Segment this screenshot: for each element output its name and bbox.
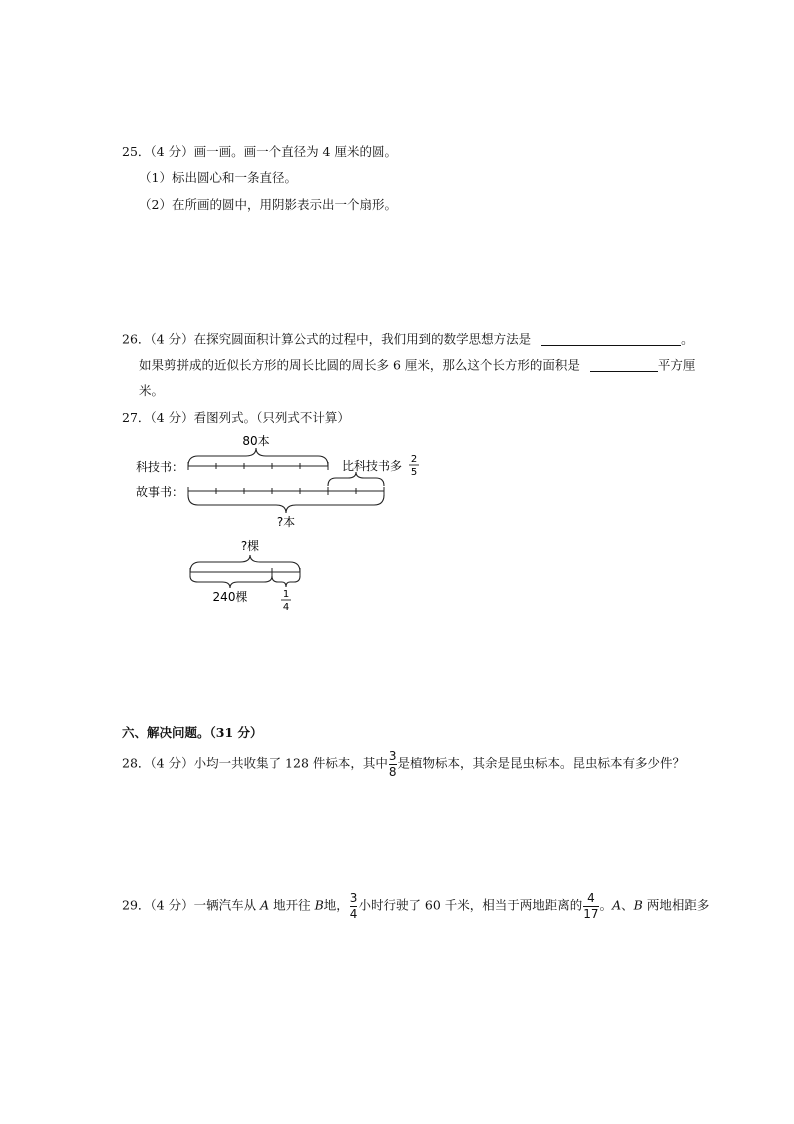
q29-point-b2: B: [633, 897, 643, 913]
q28-line: [122, 750, 685, 778]
q29-point-a2: A: [612, 897, 622, 913]
q29-sep: 、: [621, 897, 634, 913]
q29-part2: 地开往: [273, 897, 311, 913]
q28-part1: 28．（4 分）小均一共收集了 128 件标本，其中: [122, 755, 388, 771]
q25-stem: 25．（4 分）画一画。画一个直径为 4 厘米的圆。: [122, 144, 397, 159]
fig1-top-label: 80本: [242, 434, 270, 448]
q26-line3: 米。: [139, 383, 165, 398]
fig1-right-frac-den: 5: [410, 467, 418, 478]
q28-fraction: [389, 750, 397, 778]
q26-line2: [139, 359, 695, 372]
fig2-bottom-label: 240棵: [212, 590, 248, 604]
q29-fraction-1: [350, 892, 358, 920]
q27-stem: 27．（4 分）看图列式。（只列式不计算）: [122, 410, 350, 425]
q28-frac-den: 8: [388, 764, 397, 779]
fig1-row1-label: 科技书：: [136, 460, 185, 474]
fig2-top-brace: [190, 555, 300, 572]
q29-frac2-den: 17: [583, 906, 599, 921]
fig1-row2-label: 故事书：: [136, 485, 185, 499]
fig2-bottom-right-brace: [272, 576, 300, 587]
fig1-right-frac-num: 2: [410, 454, 418, 465]
q29-part4: 小时行驶了 60 千米，相当于两地距离的: [358, 897, 583, 913]
fig1-bottom-label: ?本: [276, 515, 296, 529]
q29-part3: 地，: [323, 897, 349, 913]
fig1-bottom-brace: [188, 495, 384, 513]
q26-line1-text: 26．（4 分）在探究圆面积计算公式的过程中，我们用到的数学思想方法是: [122, 331, 532, 347]
q28-frac-num: 3: [388, 749, 397, 763]
q29-fraction-2: [583, 892, 598, 920]
fig2-bottom-left-brace: [190, 576, 272, 588]
fig1-right-brace: [328, 472, 384, 486]
q27-diagram: [120, 428, 430, 614]
q29-part6: 两地相距多: [646, 897, 710, 913]
q26-line2-text: 如果剪拼成的近似长方形的周长比圆的周长多 6 厘米，那么这个长方形的面积是: [139, 357, 580, 373]
q26-answer-blank-1[interactable]: [541, 333, 681, 346]
q26-answer-blank-2[interactable]: [590, 359, 658, 372]
q26-line2-end: 平方厘: [657, 357, 696, 373]
q29-part1: 29．（4 分）一辆汽车从: [122, 897, 257, 913]
fig2-frac-num: 1: [282, 589, 290, 600]
q29-frac1-den: 4: [349, 906, 358, 921]
fig2-frac-den: 4: [282, 602, 290, 613]
q25-sub2: （2）在所画的圆中，用阴影表示出一个扇形。: [139, 197, 397, 212]
q26-line1: [122, 333, 694, 346]
fig1-top-brace: [188, 448, 328, 466]
fig2-top-label: ?棵: [240, 539, 260, 553]
section6-title: 六、解决问题。（31 分）: [122, 725, 263, 740]
fig1-right-label: 比科技书多: [342, 459, 403, 473]
q29-point-a: A: [260, 897, 270, 913]
q29-part5: 。: [599, 897, 613, 913]
q25-sub1: （1）标出圆心和一条直径。: [139, 170, 297, 185]
q29-point-b: B: [314, 897, 324, 913]
q29-frac2-num: 4: [587, 891, 595, 905]
q26-line1-end: 。: [681, 331, 694, 347]
q28-part2: 是植物标本，其余是昆虫标本。昆虫标本有多少件？: [397, 755, 686, 771]
q29-line: [122, 892, 709, 920]
q29-frac1-num: 3: [349, 891, 358, 905]
